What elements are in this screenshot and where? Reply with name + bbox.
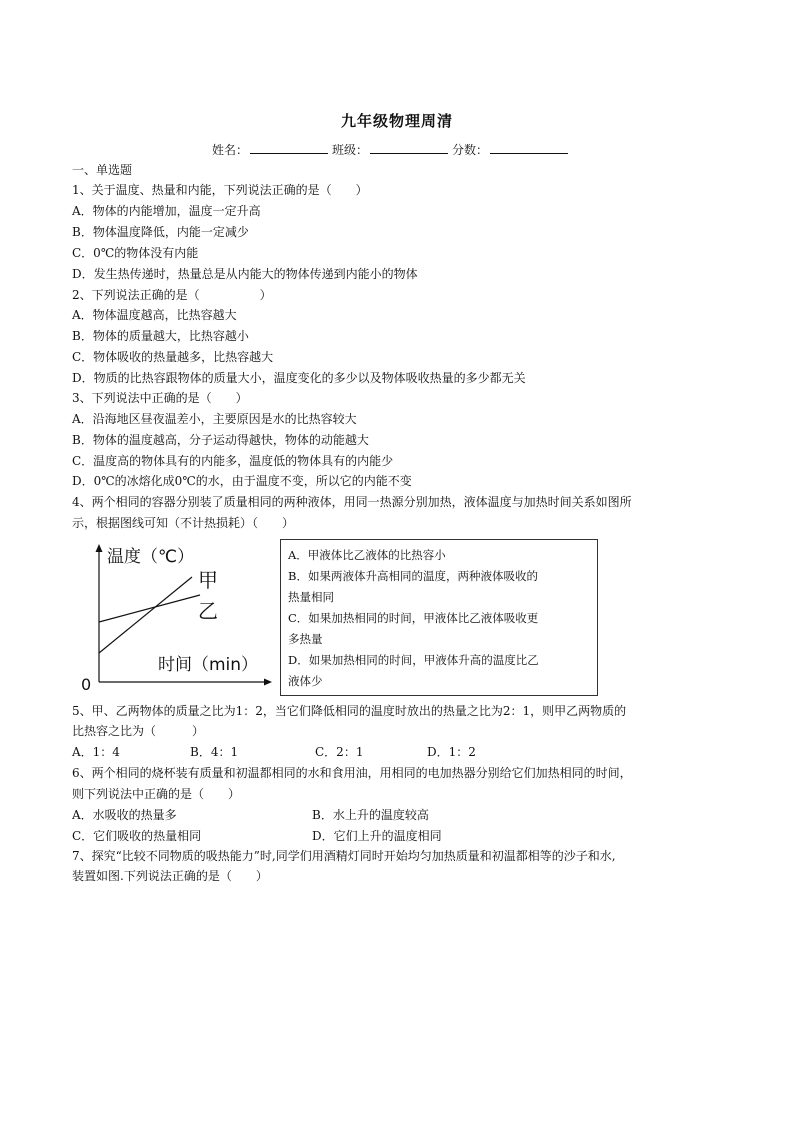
q1-stem: 1、关于温度、热量和内能，下列说法正确的是（ ） xyxy=(72,183,368,197)
q4-option-b-line1: B．如果两液体升高相同的温度，两种液体吸收的 xyxy=(288,569,538,583)
q4-option-d-line2: 液体少 xyxy=(288,674,323,688)
q5-option-c: C．2：1 xyxy=(315,745,364,759)
q3-option-b: B．物体的温度越高，分子运动得越快，物体的动能越大 xyxy=(72,433,369,447)
y-axis-label: 温度（℃） xyxy=(107,547,195,567)
q4-option-c-line2: 多热量 xyxy=(288,632,323,646)
q6-option-a: A．水吸收的热量多 xyxy=(72,808,177,822)
q4-option-b-line2: 热量相同 xyxy=(288,590,334,604)
name-blank[interactable] xyxy=(250,141,328,154)
temperature-time-graph xyxy=(80,540,275,690)
q4-option-a: A．甲液体比乙液体的比热容小 xyxy=(288,548,446,562)
q4-stem-line2: 示，根据图线可知（不计热损耗）（ ） xyxy=(72,516,295,530)
q1-option-a: A．物体的内能增加，温度一定升高 xyxy=(72,204,261,218)
x-axis-arrow xyxy=(264,679,272,686)
q2-stem: 2、下列说法正确的是（ ） xyxy=(72,288,272,302)
section-heading: 一、单选题 xyxy=(72,163,133,177)
q7-stem-line2: 装置如图.下列说法正确的是（ ） xyxy=(72,869,268,883)
label-yi: 乙 xyxy=(198,599,218,623)
q5-option-a: A．1：4 xyxy=(72,745,120,759)
label-jia: 甲 xyxy=(198,568,218,592)
score-label: 分数： xyxy=(452,143,489,157)
q5-option-b: B．4：1 xyxy=(190,745,239,759)
q3-option-d: D．0℃的冰熔化成0℃的水，由于温度不变，所以它的内能不变 xyxy=(72,474,412,488)
q3-option-a: A．沿海地区昼夜温差小，主要原因是水的比热容较大 xyxy=(72,412,357,426)
q5-stem-line1: 5、甲、乙两物体的质量之比为1：2，当它们降低相同的温度时放出的热量之比为2：1，则甲乙两物质的 xyxy=(72,704,627,718)
q1-option-c: C．0℃的物体没有内能 xyxy=(72,246,199,260)
q4-option-d-line1: D．如果加热相同的时间，甲液体升高的温度比乙 xyxy=(288,653,539,667)
q5-stem-line2: 比热容之比为（ ） xyxy=(72,724,205,738)
q6-stem-line1: 6、两个相同的烧杯装有质量和初温都相同的水和食用油，用相同的电加热器分别给它们加热相同的时间， xyxy=(72,766,632,780)
x-axis-label: 时间（min） xyxy=(158,655,259,675)
q4-stem-line1: 4、两个相同的容器分别装了质量相同的两种液体，用同一热源分别加热，液体温度与加热时间关系如图所 xyxy=(72,495,632,509)
q2-option-d: D．物质的比热容跟物体的质量大小，温度变化的多少以及物体吸收热量的多少都无关 xyxy=(72,371,526,385)
q6-option-d: D．它们上升的温度相同 xyxy=(312,829,442,843)
q2-option-a: A．物体温度越高，比热容越大 xyxy=(72,308,237,322)
q6-stem-line2: 则下列说法中正确的是（ ） xyxy=(72,787,241,801)
q6-option-c: C．它们吸收的热量相同 xyxy=(72,829,202,843)
q2-option-c: C．物体吸收的热量越多，比热容越大 xyxy=(72,350,274,364)
origin-label: 0 xyxy=(81,675,92,690)
q5-option-d: D．1：2 xyxy=(427,745,476,759)
line-jia xyxy=(99,577,192,653)
y-axis-arrow xyxy=(96,544,103,552)
class-label: 班级： xyxy=(332,143,369,157)
page-title: 九年级物理周清 xyxy=(340,112,453,130)
q1-option-b: B．物体温度降低，内能一定减少 xyxy=(72,225,249,239)
q1-option-d: D．发生热传递时，热量总是从内能大的物体传递到内能小的物体 xyxy=(72,267,418,281)
score-blank[interactable] xyxy=(490,141,568,154)
student-info-line xyxy=(212,141,572,158)
class-blank[interactable] xyxy=(370,141,448,154)
q4-options-box xyxy=(280,539,598,696)
q2-option-b: B．物体的质量越大，比热容越小 xyxy=(72,329,249,343)
q4-option-c-line1: C．如果加热相同的时间，甲液体比乙液体吸收更 xyxy=(288,611,539,625)
name-label: 姓名： xyxy=(212,143,249,157)
q3-option-c: C．温度高的物体具有的内能多，温度低的物体具有的内能少 xyxy=(72,454,394,468)
line-yi xyxy=(99,595,200,622)
q6-option-b: B．水上升的温度较高 xyxy=(312,808,429,822)
q3-stem: 3、下列说法中正确的是（ ） xyxy=(72,391,248,405)
q7-stem-line1: 7、探究“比较不同物质的吸热能力”时,同学们用酒精灯同时开始均匀加热质量和初温都相等的沙子和水, xyxy=(72,849,616,863)
